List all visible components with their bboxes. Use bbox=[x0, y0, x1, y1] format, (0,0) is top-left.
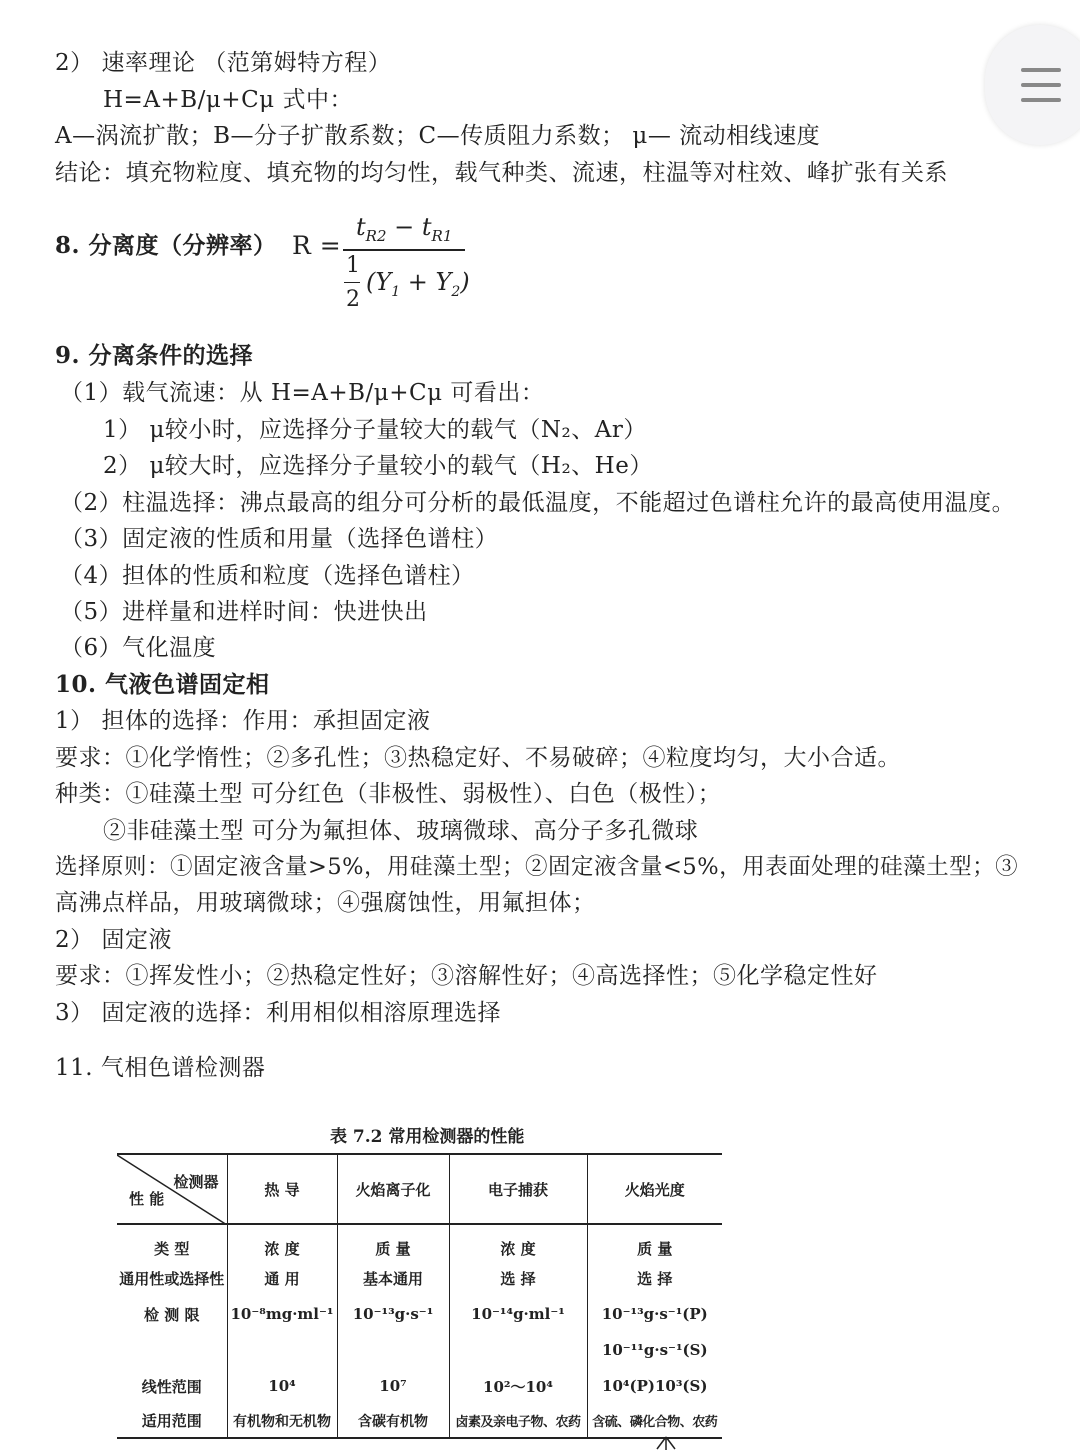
table-header-cell: 火焰离子化 bbox=[337, 1154, 449, 1224]
row-label: 通用性或选择性 bbox=[117, 1260, 227, 1296]
table-cell: 质 量 bbox=[337, 1224, 449, 1260]
table-corner-cell bbox=[117, 1154, 227, 1224]
section9-line: （2）柱温选择：沸点最高的组分可分析的最低温度，不能超过色谱柱允许的最高使用温度。 bbox=[60, 490, 1016, 516]
section10-line: 种类：①硅藻土型 可分红色（非极性、弱极性）、白色（极性）； bbox=[55, 781, 722, 807]
table-cell: 有机物和无机物 bbox=[227, 1404, 337, 1438]
table-header-cell: 热 导 bbox=[227, 1154, 337, 1224]
table-cell: 10²～10⁴ bbox=[449, 1368, 587, 1404]
section10-title: 10. 气液色谱固定相 bbox=[55, 671, 270, 698]
rate-conclusion: 结论：填充物粒度、填充物的均匀性，载气种类、流速，柱温等对柱效、峰扩张有关系 bbox=[55, 160, 948, 186]
section9-line: （1）载气流速：从 H=A+B/μ+Cμ 可看出： bbox=[60, 380, 545, 406]
section8-title: 8. 分离度（分辨率） bbox=[55, 232, 277, 259]
table-header-cell: 火焰光度 bbox=[624, 1180, 685, 1199]
corner-top-label: 检测器 bbox=[173, 1173, 219, 1191]
table-cell: 10⁻¹³g·s⁻¹(P) bbox=[601, 1305, 708, 1323]
section9-title: 9. 分离条件的选择 bbox=[55, 342, 254, 369]
table-row bbox=[117, 1224, 722, 1260]
section10-line: 要求：①化学惰性；②多孔性；③热稳定好、不易破碎；④粒度均匀，大小合适。 bbox=[55, 745, 901, 771]
table-cell: 10⁴(P)10³(S) bbox=[602, 1377, 708, 1395]
section10-line: 1） 担体的选择：作用：承担固定液 bbox=[55, 708, 431, 734]
row-label: 类 型 bbox=[117, 1224, 227, 1260]
half-bar bbox=[344, 282, 360, 283]
section10-line: 选择原则：①固定液含量>5%，用硅藻土型；②固定液含量<5%，用表面处理的硅藻土型；③ bbox=[55, 854, 1019, 880]
table-cell bbox=[449, 1332, 587, 1368]
formula-denominator: $(Y_1 + Y_2)$ bbox=[366, 268, 470, 300]
row-label: 检 测 限 bbox=[117, 1296, 227, 1332]
formula-numerator: $t_{R2} - t_{R1}$ bbox=[356, 213, 453, 245]
section11-title: 11. 气相色谱检测器 bbox=[55, 1055, 266, 1081]
table-row bbox=[117, 1332, 722, 1368]
table-cell bbox=[227, 1332, 337, 1368]
table-cell: 10⁻¹⁴g·ml⁻¹ bbox=[449, 1296, 587, 1332]
hamburger-menu-icon bbox=[1021, 68, 1061, 72]
formula-terms: A—涡流扩散；B—分子扩散系数；C—传质阻力系数； μ— 流动相线速度 bbox=[55, 123, 821, 149]
table-cell: 10⁻¹¹g·s⁻¹(S) bbox=[601, 1341, 708, 1359]
van-deemter-formula: H=A+B/μ+Cμ 式中： bbox=[103, 87, 353, 113]
table-row bbox=[117, 1404, 722, 1438]
cursor-arrow-icon bbox=[654, 1436, 678, 1450]
table-header-cell: 电子捕获 bbox=[449, 1154, 587, 1224]
section10-line: ②非硅藻土型 可分为氟担体、玻璃微球、高分子多孔微球 bbox=[103, 818, 699, 844]
fraction-bar bbox=[343, 249, 465, 251]
table-row bbox=[117, 1296, 722, 1332]
half-denominator: 2 bbox=[346, 287, 360, 312]
table-title: 表 7.2 常用检测器的性能 bbox=[330, 1127, 525, 1147]
half-numerator: 1 bbox=[346, 253, 360, 278]
table-cell: 选 择 bbox=[637, 1269, 673, 1288]
table-cell: 含碳有机物 bbox=[337, 1404, 449, 1438]
table-cell: 10⁻⁸mg·ml⁻¹ bbox=[227, 1296, 337, 1332]
table-cell: 通 用 bbox=[227, 1260, 337, 1296]
section9-line: （3）固定液的性质和用量（选择色谱柱） bbox=[60, 526, 499, 552]
section10-line: 3） 固定液的选择：利用相似相溶原理选择 bbox=[55, 1000, 501, 1026]
section9-line: （5）进样量和进样时间：快进快出 bbox=[60, 599, 428, 625]
table-cell: 10⁷ bbox=[337, 1368, 449, 1404]
detector-performance-table bbox=[117, 1153, 722, 1439]
table-row bbox=[117, 1260, 722, 1296]
table-cell: 基本通用 bbox=[337, 1260, 449, 1296]
section10-line: 2） 固定液 bbox=[55, 927, 172, 953]
section9-line: 1） μ较小时，应选择分子量较大的载气（N₂、Ar） bbox=[103, 417, 647, 443]
row-label: 适用范围 bbox=[117, 1404, 227, 1438]
table-cell: 10⁻¹³g·s⁻¹ bbox=[337, 1296, 449, 1332]
menu-bar-bottom bbox=[1021, 98, 1061, 102]
table-cell: 卤素及亲电子物、农药 bbox=[449, 1404, 587, 1438]
section10-line: 高沸点样品，用玻璃微球；④强腐蚀性，用氟担体； bbox=[55, 890, 596, 916]
menu-button[interactable] bbox=[985, 25, 1080, 145]
resolution-r-label: R = bbox=[292, 231, 342, 260]
table-cell bbox=[337, 1332, 449, 1368]
menu-bar-middle bbox=[1021, 83, 1061, 87]
corner-bottom-label: 性 能 bbox=[129, 1190, 165, 1208]
rate-theory-heading: 2） 速率理论 （范第姆特方程） bbox=[55, 50, 392, 76]
table-cell: 浓 度 bbox=[227, 1224, 337, 1260]
table-cell: 浓 度 bbox=[449, 1224, 587, 1260]
table-cell: 10⁴ bbox=[227, 1368, 337, 1404]
row-label bbox=[117, 1332, 227, 1368]
table-row bbox=[117, 1368, 722, 1404]
table-header-row bbox=[117, 1154, 722, 1224]
table-cell: 质 量 bbox=[637, 1240, 673, 1258]
section9-line: （4）担体的性质和粒度（选择色谱柱） bbox=[60, 563, 475, 589]
section9-line: 2） μ较大时，应选择分子量较小的载气（H₂、He） bbox=[103, 453, 653, 479]
section9-line: （6）气化温度 bbox=[60, 635, 217, 661]
table-cell: 选 择 bbox=[449, 1260, 587, 1296]
table-cell: 含硫、磷化合物、农药 bbox=[592, 1415, 718, 1430]
section10-line: 要求：①挥发性小；②热稳定性好；③溶解性好；④高选择性；⑤化学稳定性好 bbox=[55, 963, 878, 989]
row-label: 线性范围 bbox=[117, 1368, 227, 1404]
